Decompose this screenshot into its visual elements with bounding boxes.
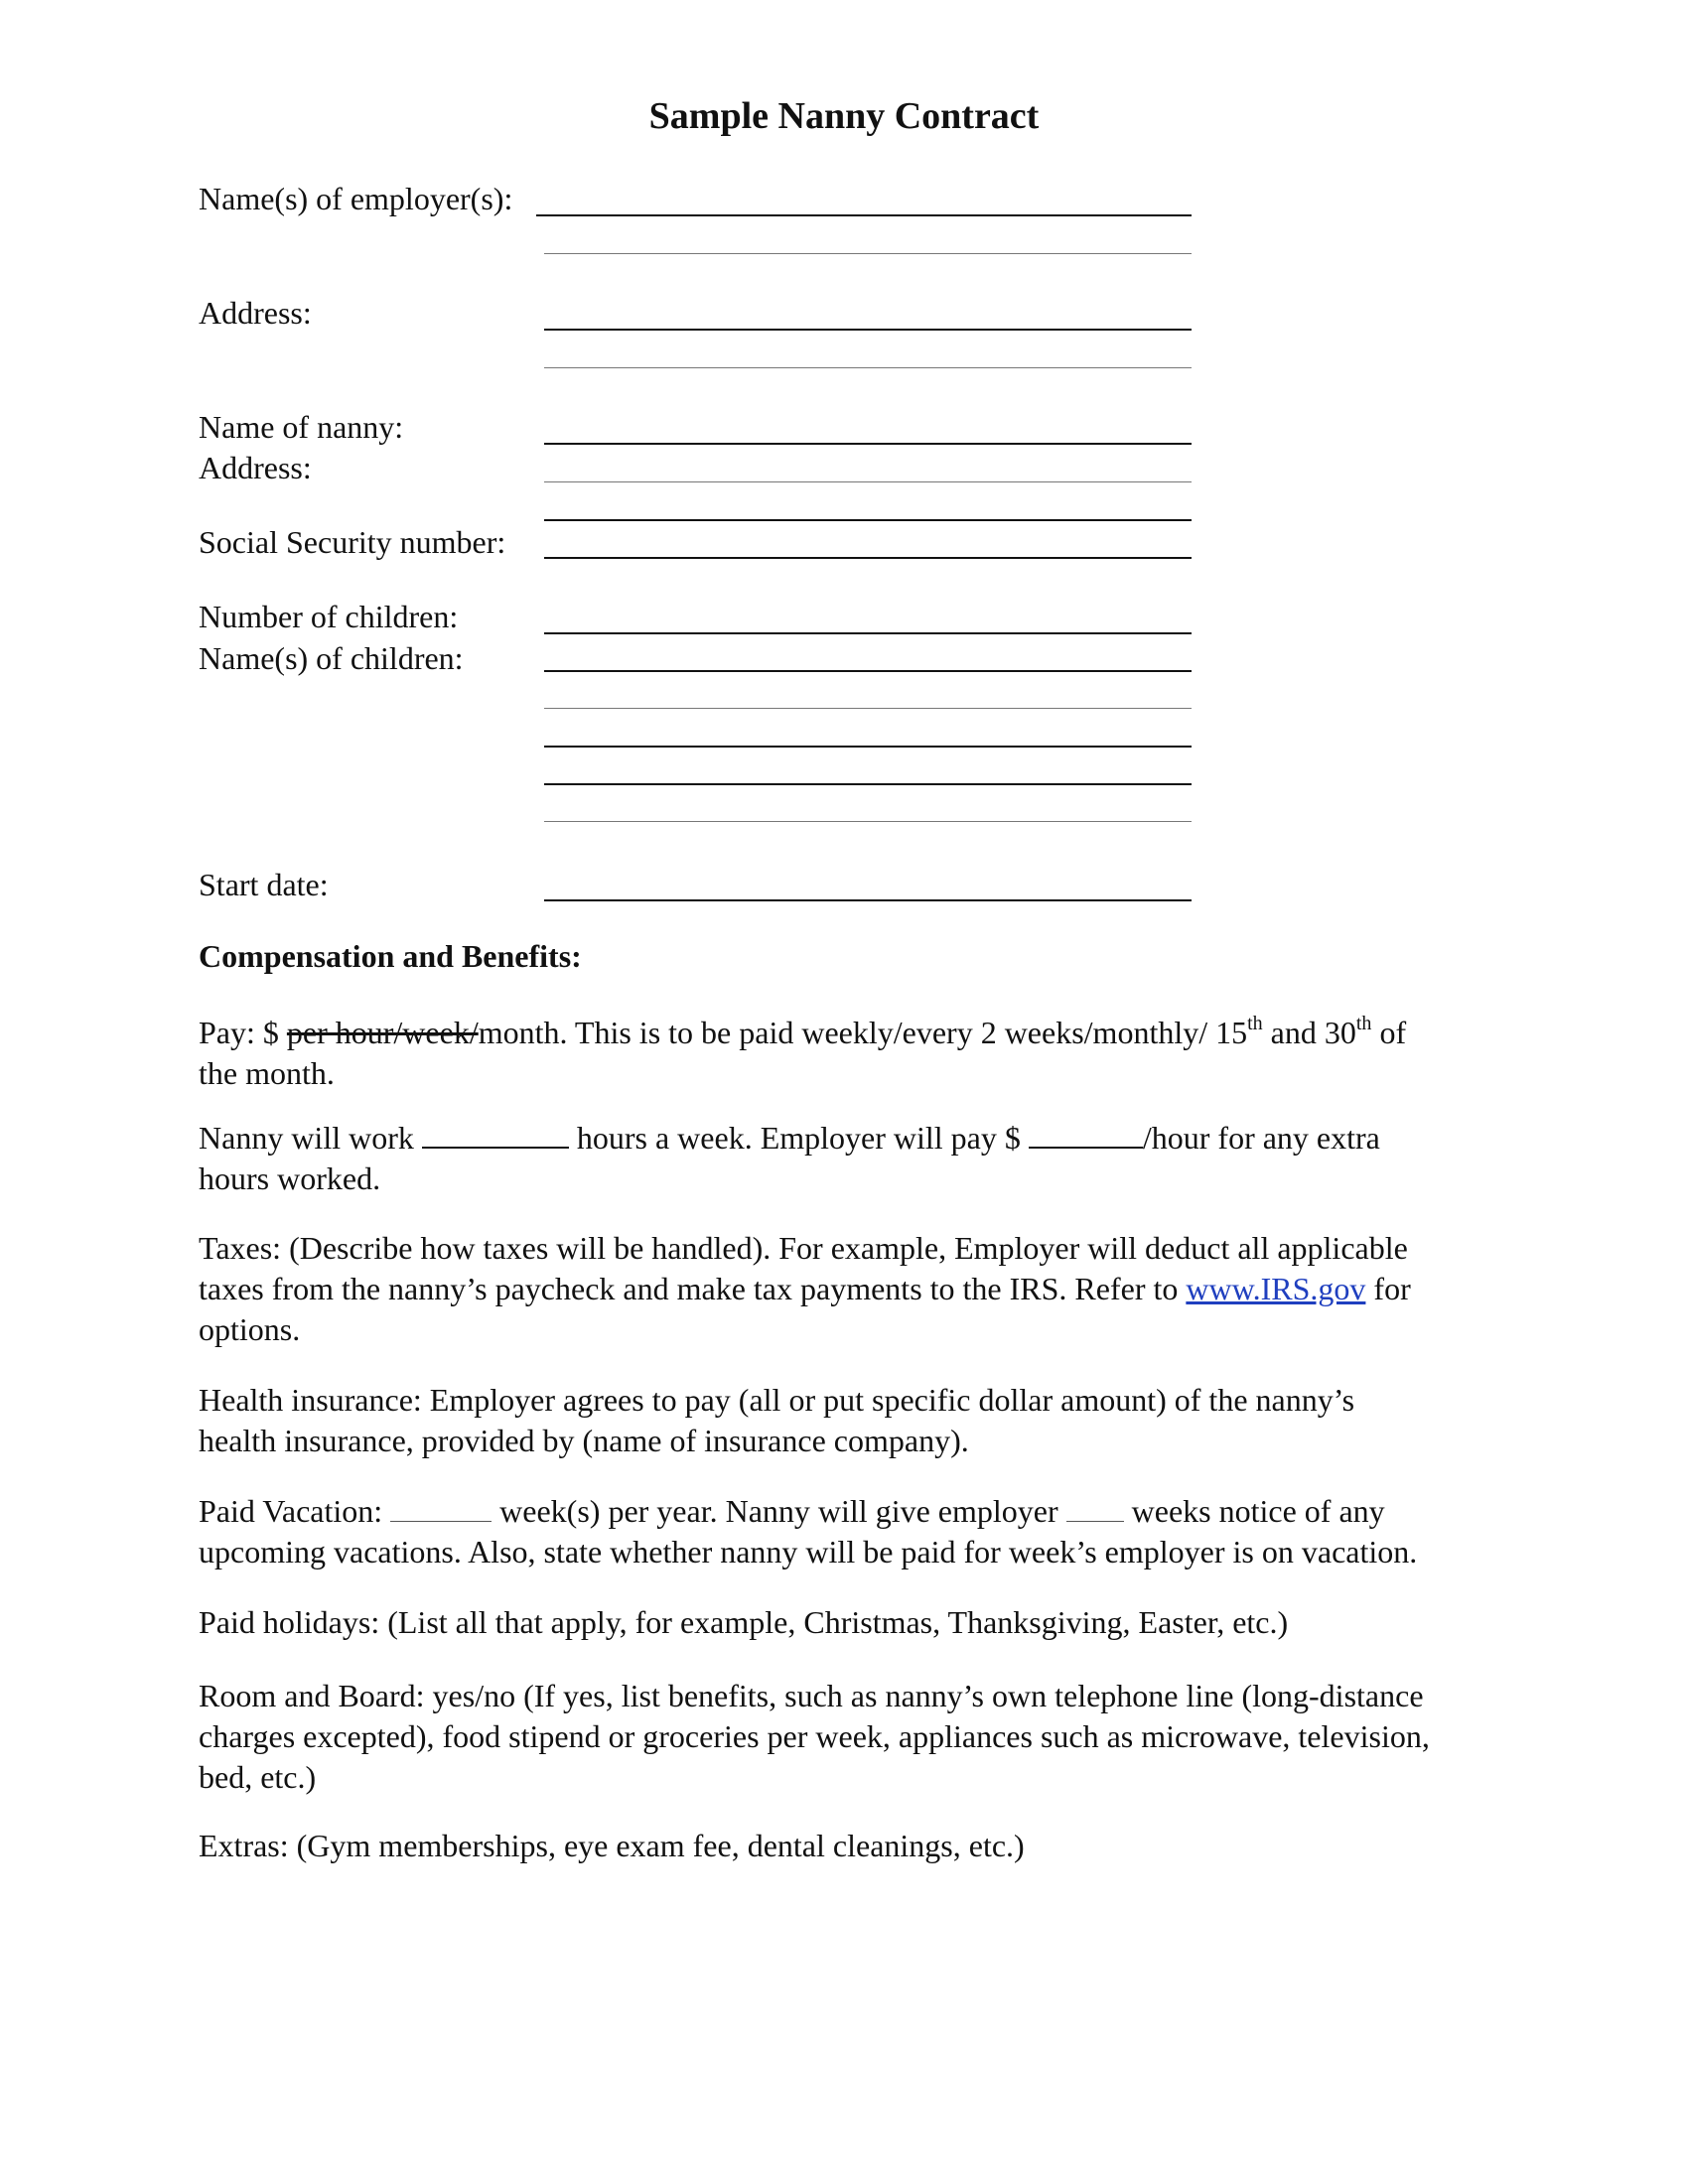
work-text-b: hours a week. Employer will pay $ <box>568 1120 1029 1156</box>
nanny-address-line[interactable] <box>544 481 1192 482</box>
vacation-weeks-blank[interactable] <box>390 1495 492 1522</box>
taxes-line-3: options. <box>199 1311 301 1347</box>
health-line-1: Health insurance: Employer agrees to pay (all or put specific dollar amount) of the nanny’s <box>199 1382 1355 1418</box>
start-date-line[interactable] <box>544 899 1192 901</box>
document-title: Sample Nanny Contract <box>648 95 1040 137</box>
nanny-name-line[interactable] <box>544 443 1192 445</box>
children-names-line-2[interactable] <box>544 708 1192 709</box>
pay-sup-2: th <box>1355 1013 1372 1034</box>
work-text-a: Nanny will work <box>199 1120 422 1156</box>
holidays-paragraph: Paid holidays: (List all that apply, for example, Christmas, Thanksgiving, Easter, etc.) <box>199 1604 1289 1640</box>
pay-line-2: the month. <box>199 1055 335 1091</box>
employer-address-line-2[interactable] <box>544 367 1192 368</box>
work-text-c: /hour for any extra <box>1142 1120 1380 1156</box>
number-of-children-line[interactable] <box>544 632 1192 634</box>
work-hours-paragraph <box>199 1118 1489 1199</box>
pay-paragraph <box>199 1013 1489 1094</box>
vacation-line-2: upcoming vacations. Also, state whether nanny will be paid for week’s employer is on vacation. <box>199 1534 1418 1570</box>
health-insurance-paragraph <box>199 1380 1489 1461</box>
label-employer-address: Address: <box>199 295 312 331</box>
pay-struck-options: per hour/week/ <box>286 1015 479 1050</box>
children-names-line-5[interactable] <box>544 821 1192 822</box>
weekly-hours-blank[interactable] <box>422 1121 569 1149</box>
children-names-line-4[interactable] <box>544 783 1192 785</box>
vacation-paragraph <box>199 1491 1489 1572</box>
label-nanny-name: Name of nanny: <box>199 409 404 445</box>
health-line-2: health insurance, provided by (name of insurance company). <box>199 1423 969 1458</box>
label-ssn: Social Security number: <box>199 524 506 560</box>
employer-names-line[interactable] <box>536 214 1192 216</box>
label-number-of-children: Number of children: <box>199 599 459 634</box>
label-start-date: Start date: <box>199 867 329 902</box>
children-names-line-1[interactable] <box>544 670 1192 672</box>
nanny-address-line-2[interactable] <box>544 519 1192 521</box>
label-nanny-address: Address: <box>199 450 312 485</box>
taxes-line-2: taxes from the nanny’s paycheck and make tax payments to the IRS. Refer to <box>199 1271 1187 1306</box>
compensation-heading: Compensation and Benefits: <box>199 938 582 974</box>
vacation-text-c: weeks notice of any <box>1123 1493 1385 1529</box>
taxes-line-2-end: for <box>1365 1271 1411 1306</box>
label-children-names: Name(s) of children: <box>199 640 464 676</box>
room-board-paragraph <box>199 1676 1489 1798</box>
irs-link[interactable]: www.IRS.gov <box>1186 1271 1366 1306</box>
pay-text: month. This is to be paid weekly/every 2 weeks/monthly/ 15 <box>478 1015 1248 1050</box>
label-employer-names: Name(s) of employer(s): <box>199 181 513 216</box>
taxes-line-1: Taxes: (Describe how taxes will be handled). For example, Employer will deduct all applicable <box>199 1230 1408 1266</box>
pay-prefix: Pay: $ <box>199 1015 287 1050</box>
room-line-2: charges excepted), food stipend or groceries per week, appliances such as microwave, television, <box>199 1718 1430 1754</box>
taxes-paragraph <box>199 1228 1489 1350</box>
ssn-line[interactable] <box>544 557 1192 559</box>
room-line-1: Room and Board: yes/no (If yes, list benefits, such as nanny’s own telephone line (long-distance <box>199 1678 1424 1713</box>
pay-sup-1: th <box>1247 1013 1263 1034</box>
room-line-3: bed, etc.) <box>199 1759 317 1795</box>
extras-paragraph: Extras: (Gym memberships, eye exam fee, dental cleanings, etc.) <box>199 1828 1025 1863</box>
employer-address-line[interactable] <box>544 329 1192 331</box>
work-line-2: hours worked. <box>199 1160 381 1196</box>
children-names-line-3[interactable] <box>544 746 1192 748</box>
vacation-text-a: Paid Vacation: <box>199 1493 391 1529</box>
pay-end: of <box>1371 1015 1407 1050</box>
notice-weeks-blank[interactable] <box>1066 1495 1124 1522</box>
employer-names-line-2[interactable] <box>544 253 1192 254</box>
vacation-text-b: week(s) per year. Nanny will give employer <box>492 1493 1066 1529</box>
extra-hour-rate-blank[interactable] <box>1029 1121 1143 1149</box>
pay-and: and 30 <box>1262 1015 1356 1050</box>
